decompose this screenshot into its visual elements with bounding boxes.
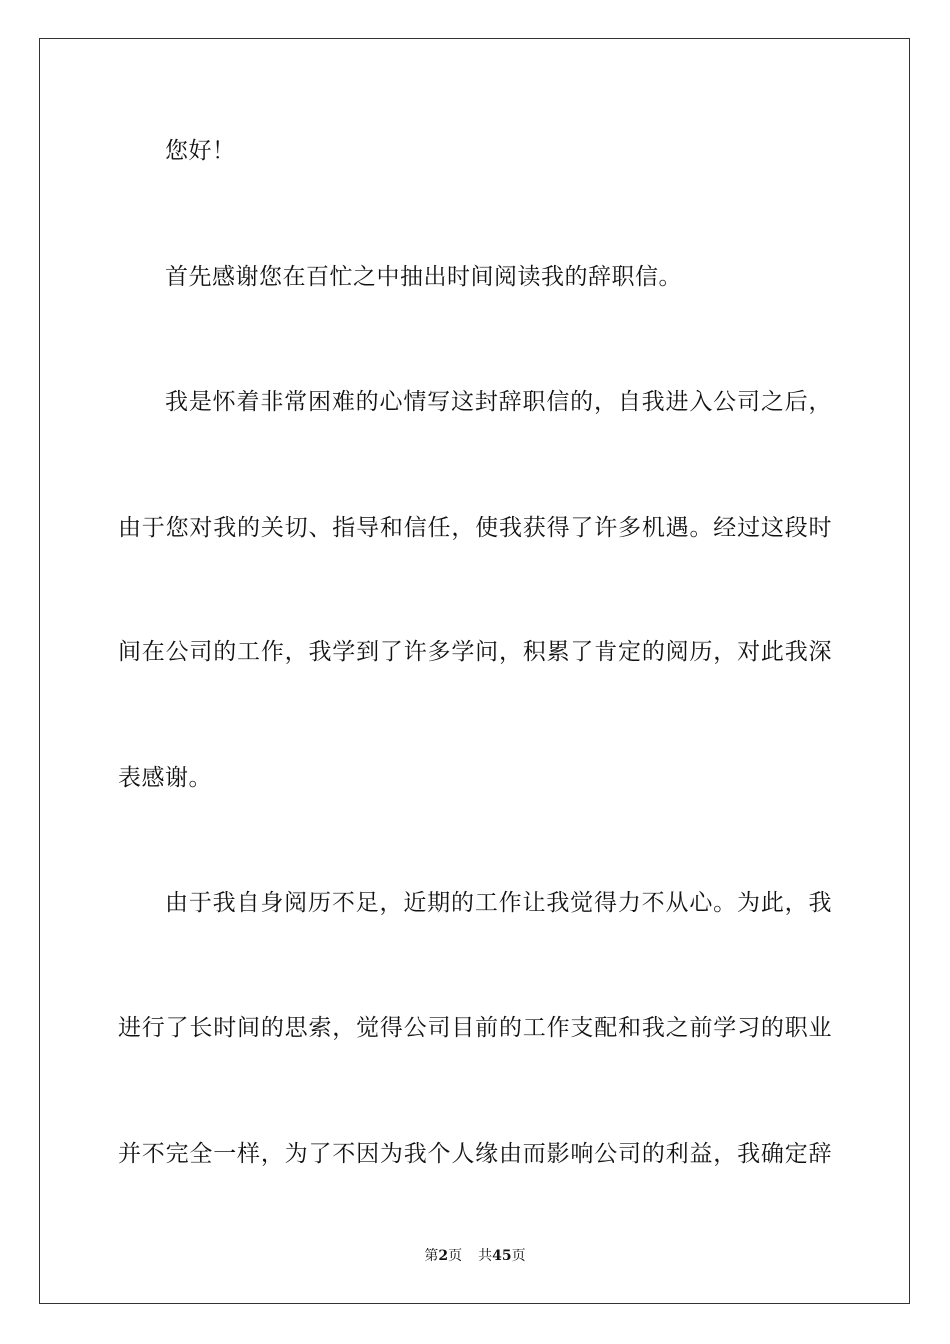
page-border (39, 38, 910, 1304)
total-suffix: 页 (511, 1248, 526, 1264)
total-prefix: 共 (478, 1248, 493, 1264)
page-suffix: 页 (448, 1248, 463, 1264)
paragraph-line: 由于我自身阅历不足，近期的工作让我觉得力不从心。为此，我 (165, 890, 832, 916)
total-pages: 45 (492, 1248, 512, 1264)
paragraph-line-greeting: 您好！ (165, 138, 236, 164)
paragraph-line: 由于您对我的关切、指导和信任，使我获得了许多机遇。经过这段时 (118, 515, 832, 541)
paragraph-line: 间在公司的工作，我学到了许多学问，积累了肯定的阅历，对此我深 (118, 639, 832, 665)
paragraph-line: 表感谢。 (118, 765, 212, 791)
paragraph-line: 并不完全一样，为了不因为我个人缘由而影响公司的利益，我确定辞 (118, 1141, 832, 1167)
paragraph-line: 我是怀着非常困难的心情写这封辞职信的，自我进入公司之后， (165, 389, 832, 415)
page-footer (0, 1246, 950, 1266)
page-prefix: 第 (424, 1248, 439, 1264)
page-number: 2 (438, 1248, 449, 1264)
paragraph-line: 首先感谢您在百忙之中抽出时间阅读我的辞职信。 (165, 264, 682, 290)
paragraph-line: 进行了长时间的思索，觉得公司目前的工作支配和我之前学习的职业 (118, 1015, 832, 1041)
